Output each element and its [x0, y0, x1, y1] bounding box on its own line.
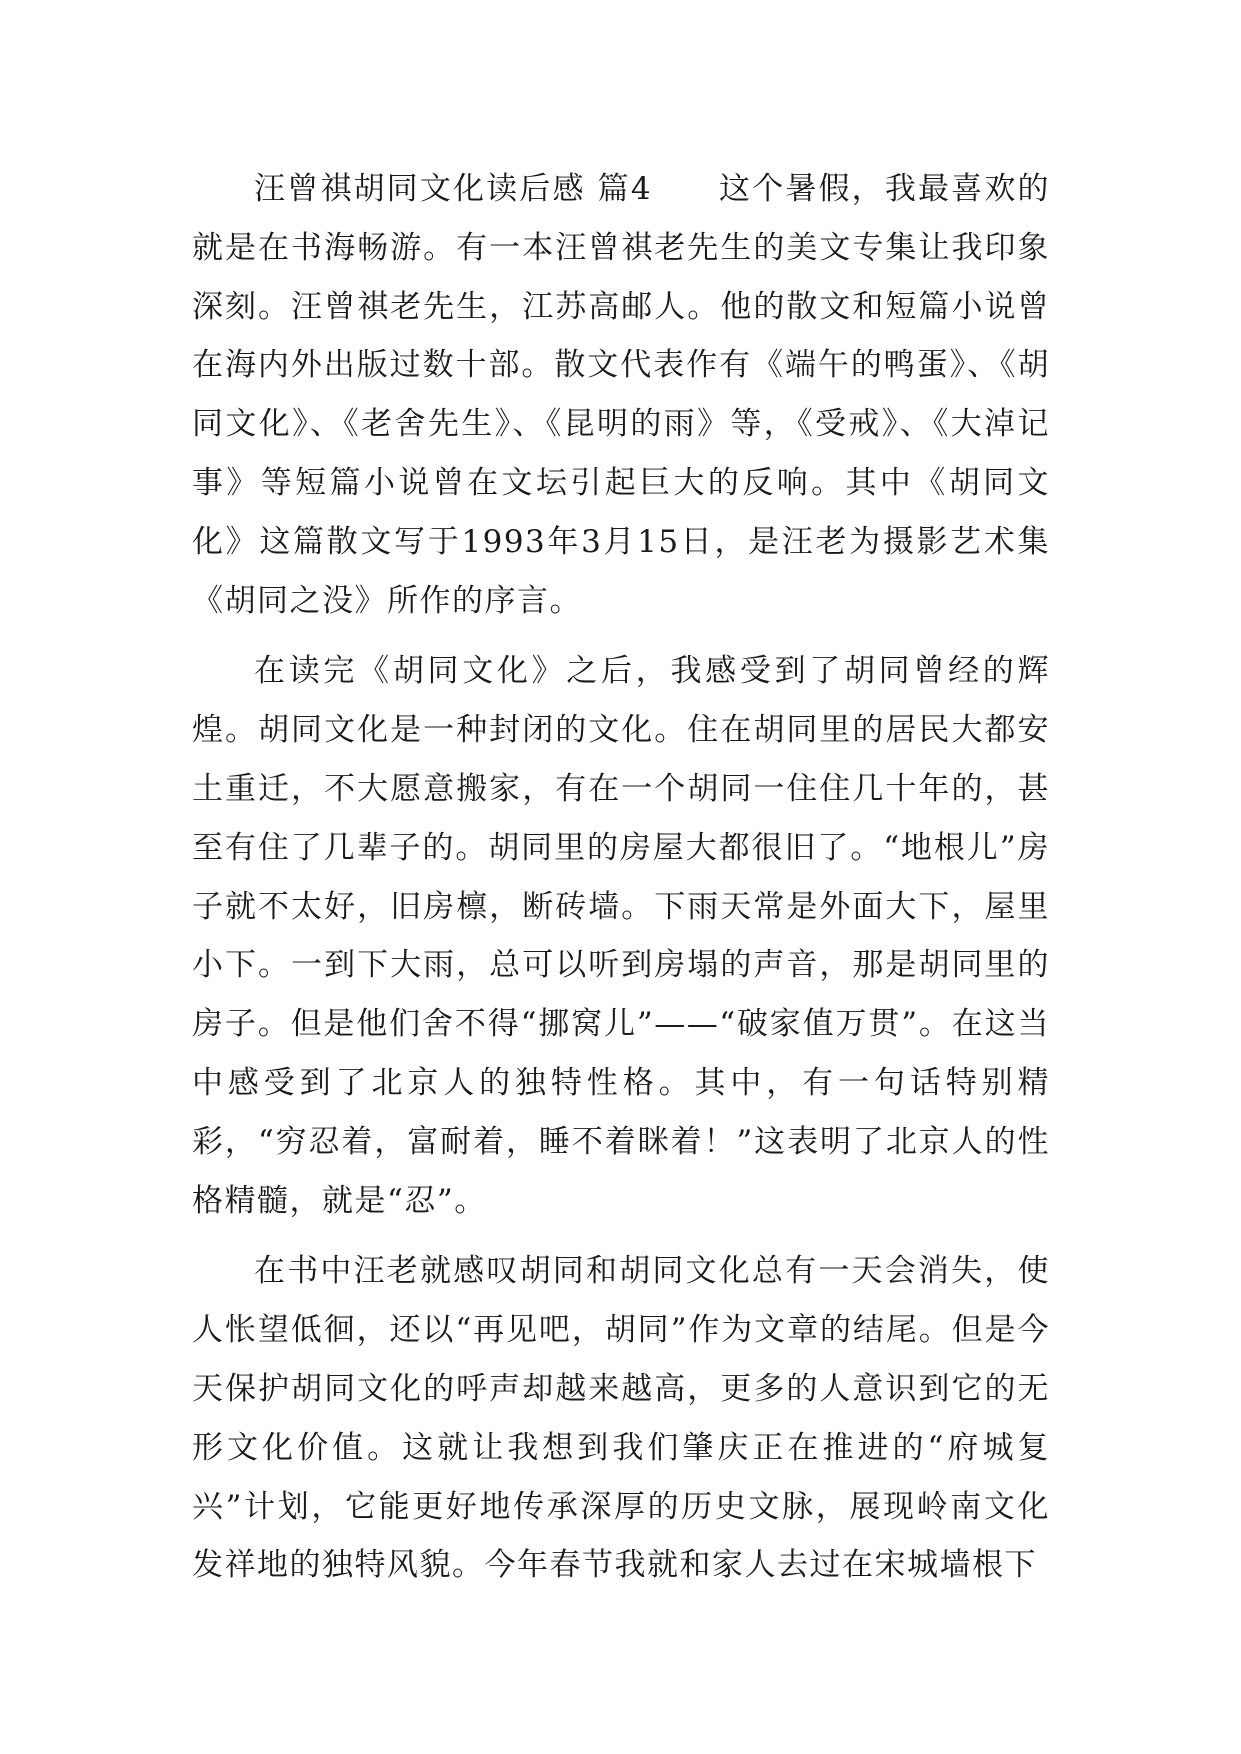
paragraph-1: 汪曾祺胡同文化读后感 篇4 这个暑假，我最喜欢的就是在书海畅游。有一本汪曾祺老先生的美文专集让我印象深刻。汪曾祺老先生，江苏高邮人。他的散文和短篇小说曾在海内外出版过数十部。散文代表作有《端午的鸭蛋》、《胡同文化》、《老舍先生》、《昆明的雨》等，《受戒》、《大淖记事》等短篇小说曾在文坛引起巨大的反响。其中《胡同文化》这篇散文写于1993年3月15日，是汪老为摄影艺术集《胡同之没》所作的序言。 — [192, 171, 1050, 619]
paragraph-3: 在书中汪老就感叹胡同和胡同文化总有一天会消失，使人怅望低徊，还以“再见吧，胡同”作为文章的结尾。但是今天保护胡同文化的呼声却越来越高，更多的人意识到它的无形文化价值。这就让我想到我们肇庆正在推进的“府城复兴”计划，它能更好地传承深厚的历史文脉，展现岭南文化发祥地的独特风貌。今年春节我就和家人去过在宋城墙根下 — [192, 1253, 1050, 1584]
paragraph-2: 在读完《胡同文化》之后，我感受到了胡同曾经的辉煌。胡同文化是一种封闭的文化。住在胡同里的居民大都安土重迁，不大愿意搬家，有在一个胡同一住住几十年的，甚至有住了几辈子的。胡同里的房屋大都很旧了。“地根儿”房子就不太好，旧房檩，断砖墙。下雨天常是外面大下，屋里小下。一到下大雨，总可以听到房塌的声音，那是胡同里的房子。但是他们舍不得“挪窝儿”——“破家值万贯”。在这当中感受到了北京人的独特性格。其中，有一句话特别精彩，“穷忍着，富耐着，睡不着眯着！”这表明了北京人的性格精髓，就是“忍”。 — [192, 653, 1050, 1219]
document-body — [192, 160, 1050, 1595]
